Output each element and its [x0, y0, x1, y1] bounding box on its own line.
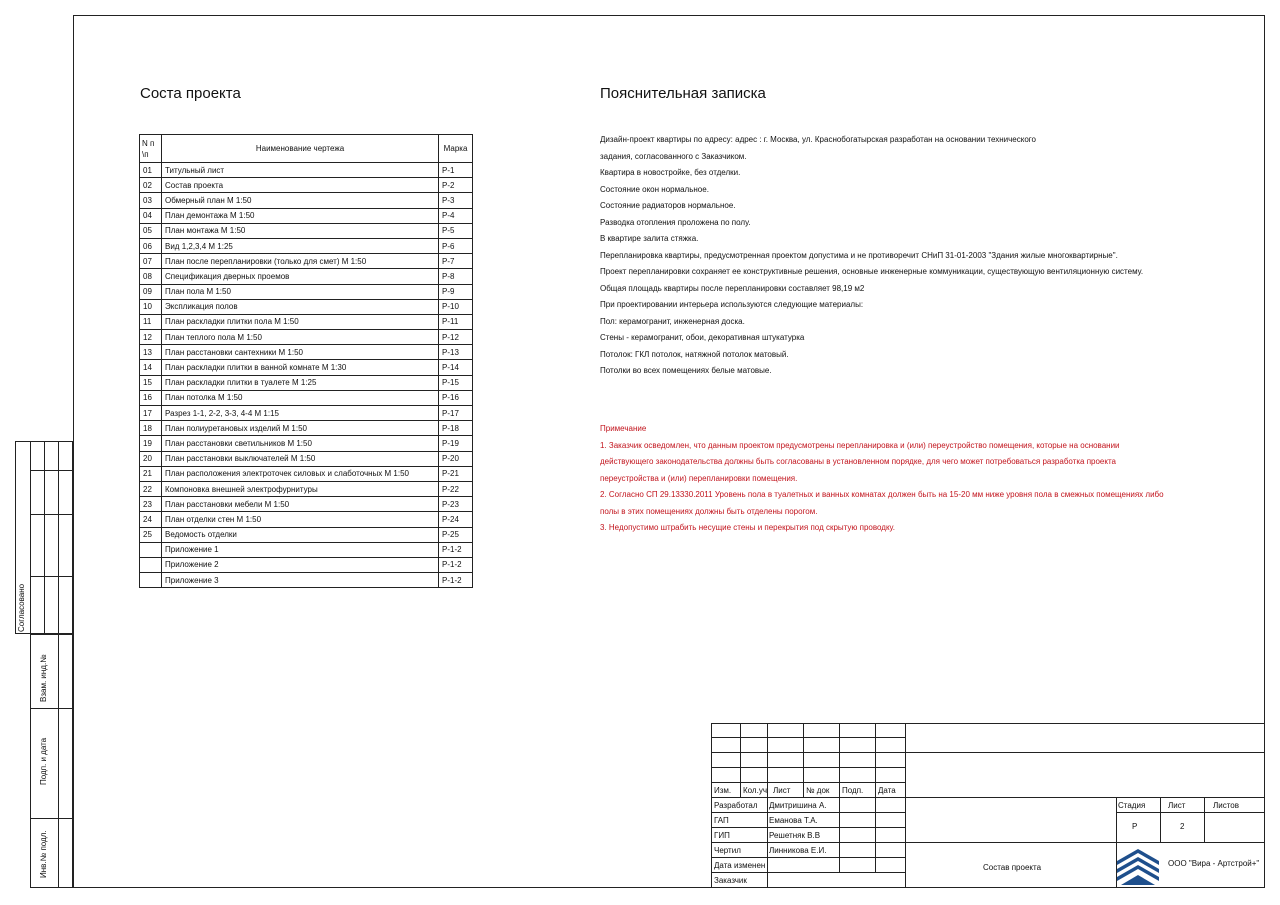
- remark-line: полы в этих помещениях должны быть отделены порогом.: [600, 506, 818, 516]
- sheet-label: Лист: [1168, 801, 1186, 810]
- header-name: Наименование чертежа: [162, 135, 439, 163]
- row-name: План после перепланировки (только для смет) М 1:50: [162, 254, 439, 269]
- explanatory-note-text: [600, 132, 1143, 380]
- row-mark: Р-1: [439, 163, 473, 178]
- table-row: [140, 573, 473, 588]
- row-mark: Р-12: [439, 330, 473, 345]
- row-mark: Р-21: [439, 466, 473, 481]
- table-row: [140, 497, 473, 512]
- role-label: ГАП: [714, 816, 729, 825]
- row-mark: Р-16: [439, 390, 473, 405]
- row-mark: Р-14: [439, 360, 473, 375]
- row-number: 08: [140, 269, 162, 284]
- row-number: [140, 573, 162, 588]
- remark-line: 3. Недопустимо штрабить несущие стены и перекрытия под скрытую проводку.: [600, 523, 895, 532]
- row-number: [140, 557, 162, 572]
- row-mark: Р-1-2: [439, 573, 473, 588]
- row-name: План расположения электроточек силовых и слаботочных М 1:50: [162, 466, 439, 481]
- note-line: Стены - керамогранит, обои, декоративная штукатурка: [600, 333, 805, 342]
- row-mark: Р-13: [439, 345, 473, 360]
- role-person: Решетняк В.В: [769, 831, 821, 840]
- row-number: 04: [140, 208, 162, 223]
- note-line: Общая площадь квартиры после перепланировки составляет 98,19 м2: [600, 283, 865, 293]
- remarks-text: [600, 421, 1164, 537]
- stage-label: Стадия: [1118, 801, 1146, 810]
- row-number: 02: [140, 178, 162, 193]
- row-name: План раскладки плитки пола М 1:50: [162, 314, 439, 329]
- role-label: ГИП: [714, 831, 730, 840]
- row-name: План расстановки выключателей М 1:50: [162, 451, 439, 466]
- table-row: [140, 299, 473, 314]
- row-mark: Р-18: [439, 421, 473, 436]
- row-mark: Р-19: [439, 436, 473, 451]
- row-number: 03: [140, 193, 162, 208]
- row-name: План демонтажа М 1:50: [162, 208, 439, 223]
- row-mark: Р-1-2: [439, 542, 473, 557]
- col-header-sheet: Лист: [773, 786, 791, 795]
- note-line: Проект перепланировки сохраняет ее конструктивные решения, основные инженерные коммуникации, существующую вентиляционную систему.: [600, 267, 1144, 276]
- role-label: Заказчик: [714, 876, 747, 885]
- company-name: ООО "Вира - Артстрой+": [1168, 859, 1260, 868]
- row-name: Экспликация полов: [162, 299, 439, 314]
- table-row: [140, 512, 473, 527]
- row-number: 16: [140, 390, 162, 405]
- table-row: [140, 314, 473, 329]
- row-number: 17: [140, 406, 162, 421]
- side-sign-date-label: Подп. и дата: [39, 737, 48, 785]
- table-header-row: [140, 135, 473, 163]
- row-name: Титульный лист: [162, 163, 439, 178]
- role-person: Дмитришина А.: [769, 801, 827, 810]
- table-row: [140, 436, 473, 451]
- row-name: Компоновка внешней электрофурнитуры: [162, 481, 439, 496]
- side-original-inventory-label: Инв.№ подл.: [39, 830, 48, 878]
- side-stamp-inventory: [30, 634, 73, 888]
- col-header-date: Дата: [878, 786, 896, 795]
- row-name: Приложение 2: [162, 557, 439, 572]
- row-mark: Р-24: [439, 512, 473, 527]
- table-row: [140, 178, 473, 193]
- row-number: 07: [140, 254, 162, 269]
- table-row: [140, 223, 473, 238]
- row-mark: Р-8: [439, 269, 473, 284]
- table-row: [140, 375, 473, 390]
- remarks-heading: Примечание: [600, 424, 647, 433]
- sheets-label: Листов: [1213, 801, 1239, 810]
- row-mark: Р-3: [439, 193, 473, 208]
- note-line: Разводка отопления проложена по полу.: [600, 217, 751, 227]
- composition-title: Соста проекта: [140, 85, 241, 102]
- row-mark: Р-10: [439, 299, 473, 314]
- row-mark: Р-11: [439, 314, 473, 329]
- sheet-value: 2: [1180, 822, 1185, 831]
- row-name: План теплого пола М 1:50: [162, 330, 439, 345]
- table-row: [140, 421, 473, 436]
- company-logo: [1117, 845, 1159, 885]
- note-line: Квартира в новостройке, без отделки.: [600, 168, 741, 177]
- row-number: 21: [140, 466, 162, 481]
- stage-value: Р: [1132, 822, 1138, 831]
- note-line: В квартире залита стяжка.: [600, 234, 699, 243]
- row-mark: Р-20: [439, 451, 473, 466]
- row-name: Спецификация дверных проемов: [162, 269, 439, 284]
- role-person: Линникова Е.И.: [769, 846, 827, 855]
- table-row: [140, 254, 473, 269]
- row-name: Обмерный план М 1:50: [162, 193, 439, 208]
- header-number: N п \п: [140, 135, 162, 163]
- note-line: Состояние окон нормальное.: [600, 184, 709, 194]
- header-mark: Марка: [439, 135, 473, 163]
- remark-line: действующего законодательства должны быть согласованы в установленном порядке, для чего может потребоваться разработка проекта: [600, 457, 1116, 466]
- row-number: 06: [140, 238, 162, 253]
- table-row: [140, 193, 473, 208]
- row-number: 01: [140, 163, 162, 178]
- row-mark: Р-2: [439, 178, 473, 193]
- composition-table: [139, 134, 473, 588]
- row-mark: Р-6: [439, 238, 473, 253]
- row-mark: Р-25: [439, 527, 473, 542]
- role-label: Разработал: [714, 801, 758, 810]
- row-mark: Р-5: [439, 223, 473, 238]
- table-row: [140, 466, 473, 481]
- remark-line: 2. Согласно СП 29.13330.2011 Уровень пола в туалетных и ванных комнатах должен быть на 15-20 мм ниже уровня пола в смежных помещениях либо: [600, 490, 1164, 499]
- row-number: 25: [140, 527, 162, 542]
- table-row: [140, 284, 473, 299]
- row-name: План расстановки сантехники М 1:50: [162, 345, 439, 360]
- table-row: [140, 238, 473, 253]
- note-line: задания, согласованного с Заказчиком.: [600, 151, 747, 161]
- row-number: [140, 542, 162, 557]
- row-name: План отделки стен М 1:50: [162, 512, 439, 527]
- row-mark: Р-7: [439, 254, 473, 269]
- table-row: [140, 330, 473, 345]
- row-name: Приложение 3: [162, 573, 439, 588]
- row-number: 12: [140, 330, 162, 345]
- remark-line: 1. Заказчик осведомлен, что данным проектом предусмотрены перепланировка и (или) переустройство помещения, которые на основании: [600, 440, 1120, 450]
- row-mark: Р-9: [439, 284, 473, 299]
- row-mark: Р-17: [439, 406, 473, 421]
- note-line: При проектировании интерьера используются следующие материалы:: [600, 300, 864, 309]
- row-name: Ведомость отделки: [162, 527, 439, 542]
- row-mark: Р-1-2: [439, 557, 473, 572]
- table-row: [140, 527, 473, 542]
- col-header-change: Изм.: [714, 786, 732, 795]
- table-row: [140, 542, 473, 557]
- table-row: [140, 451, 473, 466]
- row-mark: Р-23: [439, 497, 473, 512]
- row-number: 18: [140, 421, 162, 436]
- row-number: 09: [140, 284, 162, 299]
- row-name: Приложение 1: [162, 542, 439, 557]
- note-line: Пол: керамогранит, инженерная доска.: [600, 316, 745, 326]
- remark-line: переустройства и (или) перепланировки помещения.: [600, 473, 798, 483]
- row-number: 05: [140, 223, 162, 238]
- row-number: 22: [140, 481, 162, 496]
- row-name: План расстановки светильников М 1:50: [162, 436, 439, 451]
- side-agreed-label: Согласовано: [17, 583, 26, 632]
- row-name: План раскладки плитки в ванной комнате М 1:30: [162, 360, 439, 375]
- note-line: Потолки во всех помещениях белые матовые.: [600, 366, 772, 375]
- row-mark: Р-4: [439, 208, 473, 223]
- row-number: 10: [140, 299, 162, 314]
- table-row: [140, 406, 473, 421]
- note-line: Перепланировка квартиры, предусмотренная проектом допустима и не противоречит СНиП 31-01-2003 "Здания жилые многоквартирные".: [600, 250, 1118, 260]
- note-line: Состояние радиаторов нормальное.: [600, 201, 736, 210]
- role-person: Еманова Т.А.: [769, 816, 818, 825]
- side-replace-inventory-label: Взам. инд.№: [39, 654, 48, 702]
- row-name: План монтажа М 1:50: [162, 223, 439, 238]
- table-row: [140, 481, 473, 496]
- row-name: План раскладки плитки в туалете М 1:25: [162, 375, 439, 390]
- row-mark: Р-15: [439, 375, 473, 390]
- col-header-count: Кол.уч: [743, 786, 767, 795]
- row-mark: Р-22: [439, 481, 473, 496]
- role-label: Чертил: [714, 846, 741, 855]
- row-number: 13: [140, 345, 162, 360]
- row-number: 11: [140, 314, 162, 329]
- note-line: Потолок: ГКЛ потолок, натяжной потолок матовый.: [600, 349, 789, 359]
- document-name: Состав проекта: [983, 863, 1042, 872]
- table-row: [140, 360, 473, 375]
- table-row: [140, 163, 473, 178]
- row-name: Разрез 1-1, 2-2, 3-3, 4-4 М 1:15: [162, 406, 439, 421]
- row-number: 19: [140, 436, 162, 451]
- role-label: Дата изменен: [714, 861, 766, 870]
- row-name: План расстановки мебели М 1:50: [162, 497, 439, 512]
- note-line: Дизайн-проект квартиры по адресу: адрес : г. Москва, ул. Краснобогатырская разработан на основании технического: [600, 135, 1036, 144]
- col-header-doc: № док: [806, 786, 830, 795]
- table-row: [140, 345, 473, 360]
- row-name: Вид 1,2,3,4 М 1:25: [162, 238, 439, 253]
- explanatory-note-title: Пояснительная записка: [600, 85, 766, 102]
- table-row: [140, 390, 473, 405]
- row-number: 14: [140, 360, 162, 375]
- row-name: План потолка М 1:50: [162, 390, 439, 405]
- table-row: [140, 208, 473, 223]
- table-row: [140, 557, 473, 572]
- table-row: [140, 269, 473, 284]
- row-name: Состав проекта: [162, 178, 439, 193]
- row-number: 23: [140, 497, 162, 512]
- row-number: 15: [140, 375, 162, 390]
- row-name: План полиуретановых изделий М 1:50: [162, 421, 439, 436]
- col-header-sign: Подп.: [842, 786, 864, 795]
- row-number: 24: [140, 512, 162, 527]
- row-number: 20: [140, 451, 162, 466]
- row-name: План пола М 1:50: [162, 284, 439, 299]
